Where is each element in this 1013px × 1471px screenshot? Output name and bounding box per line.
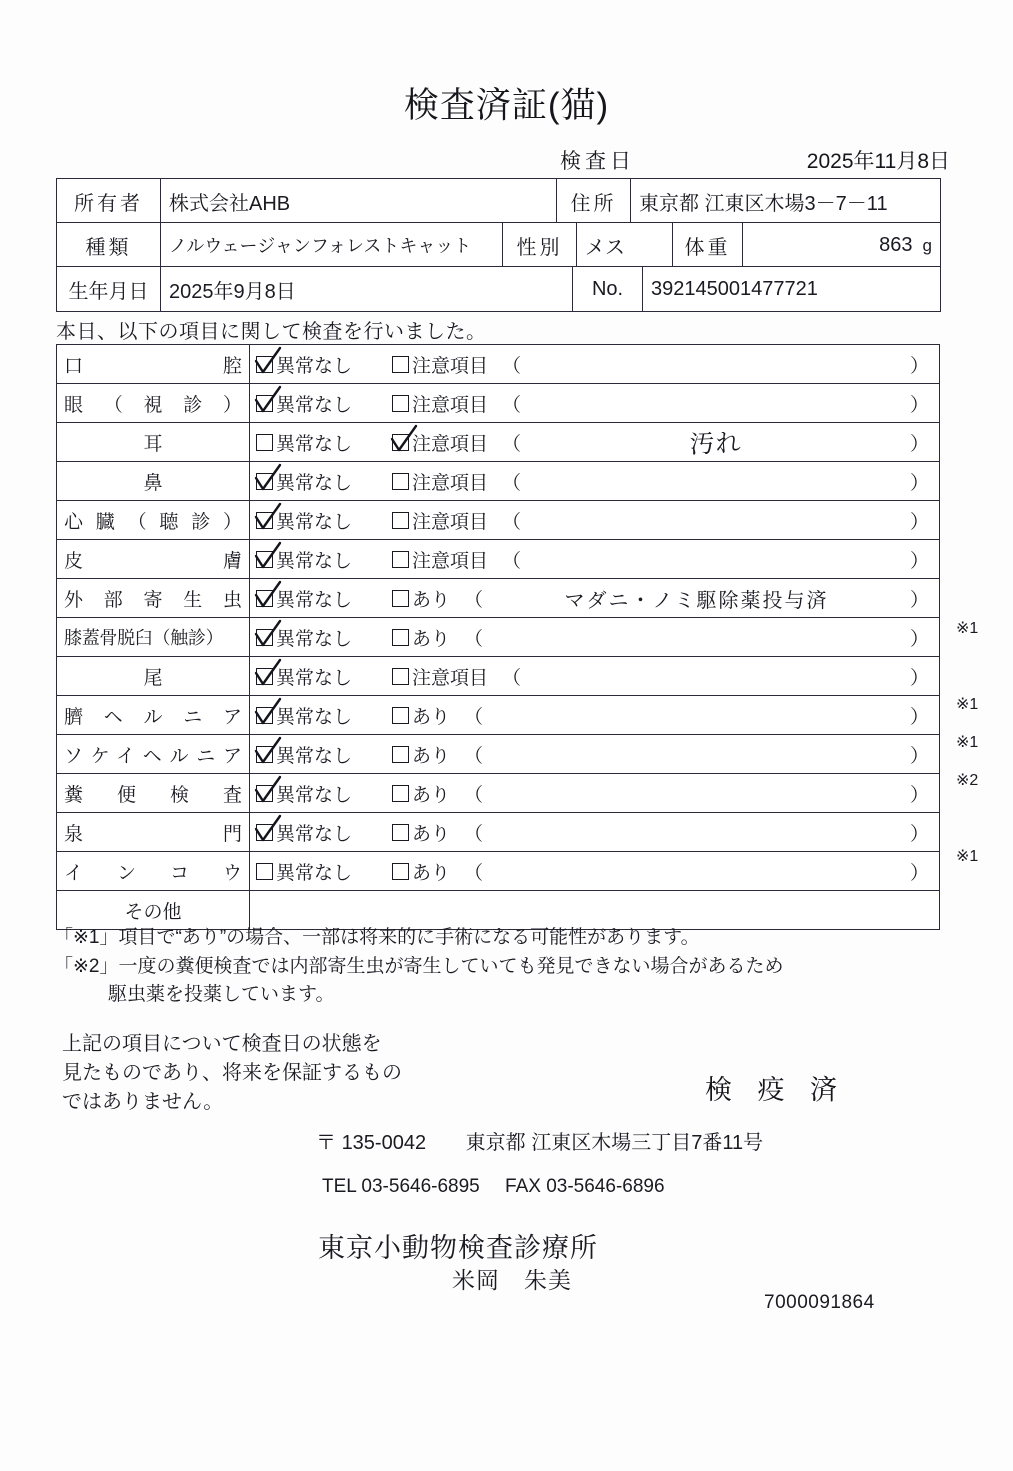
item-options: [250, 384, 940, 423]
sex-label: 性別: [503, 223, 577, 268]
paren-open: （: [464, 706, 484, 728]
postal-code: 135-0042: [341, 1132, 427, 1154]
checkbox-label: あり: [412, 862, 451, 884]
checkbox-option-secondary[interactable]: [392, 819, 450, 846]
checkbox-option-normal[interactable]: [256, 546, 392, 573]
breed-value: ノルウェージャンフォレストキャット: [161, 223, 503, 268]
checkbox-option-secondary[interactable]: [392, 507, 488, 534]
table-row: [57, 462, 940, 501]
paren-close: ）: [909, 472, 929, 494]
table-row: [57, 813, 940, 852]
checkbox-label: 異常なし: [276, 589, 353, 611]
checkbox-box[interactable]: [392, 746, 409, 763]
checkbox-option-normal[interactable]: [256, 390, 392, 417]
postal-mark: 〒: [316, 1132, 336, 1154]
weight-label: 体重: [673, 223, 743, 268]
checkbox-option-secondary[interactable]: [392, 390, 488, 417]
checkbox-box[interactable]: [256, 512, 273, 529]
item-label: 泉門: [57, 813, 250, 852]
paren-close: ）: [909, 745, 929, 767]
paren-open: （: [502, 355, 522, 377]
paren-open: （: [502, 511, 522, 533]
checkbox-box[interactable]: [392, 863, 409, 880]
checkbox-option-normal[interactable]: [256, 507, 392, 534]
item-options: [250, 657, 940, 696]
paren-close: ）: [909, 784, 929, 806]
item-label: 糞便検査: [57, 774, 250, 813]
item-note-field[interactable]: [488, 507, 939, 534]
checkbox-option-normal[interactable]: [256, 663, 392, 690]
checkbox-box[interactable]: [392, 434, 409, 451]
paren-close: ）: [909, 394, 929, 416]
paren-close: ）: [909, 550, 929, 572]
item-options: [250, 501, 940, 540]
identity-info-table: [56, 266, 941, 312]
item-note-field[interactable]: [450, 858, 939, 885]
paren-open: （: [464, 823, 484, 845]
checkbox-label: 注意項目: [412, 433, 489, 455]
disclaimer-line-1: 上記の項目について検査日の状態を: [62, 1033, 382, 1055]
sex-value: メス: [577, 223, 673, 268]
footnote-marker: ※1: [956, 848, 979, 865]
checkbox-box[interactable]: [256, 473, 273, 490]
checkbox-label: 異常なし: [276, 550, 353, 572]
item-options: [250, 774, 940, 813]
table-row: [57, 735, 940, 774]
paren-close: ）: [909, 706, 929, 728]
checkbox-label: 異常なし: [276, 745, 353, 767]
checkbox-option-secondary[interactable]: [392, 780, 450, 807]
checkbox-label: あり: [412, 745, 451, 767]
checkbox-option-secondary[interactable]: [392, 585, 450, 612]
checkbox-box[interactable]: [256, 395, 273, 412]
table-row: [57, 657, 940, 696]
page-title: 検査済証(猫): [403, 86, 610, 125]
table-row: [57, 618, 940, 657]
checkbox-label: 異常なし: [276, 394, 353, 416]
table-row: [57, 501, 940, 540]
checkbox-box[interactable]: [256, 629, 273, 646]
checkbox-box[interactable]: [392, 395, 409, 412]
item-note-field[interactable]: [488, 546, 939, 573]
checkbox-box[interactable]: [256, 434, 273, 451]
paren-open: （: [502, 550, 522, 572]
weight-value: 863: [879, 233, 913, 256]
paren-close: ）: [909, 667, 929, 689]
animal-info-table: [56, 222, 941, 268]
number-label: No.: [573, 267, 643, 312]
item-note-field[interactable]: [450, 780, 939, 807]
checkbox-box[interactable]: [392, 785, 409, 802]
checkbox-label: 異常なし: [276, 511, 353, 533]
checkbox-label: 注意項目: [412, 667, 489, 689]
item-label: その他: [57, 891, 250, 930]
checkbox-option-secondary[interactable]: [392, 468, 488, 495]
veterinarian-name: 米岡 朱美: [452, 1267, 572, 1293]
paren-open: （: [502, 394, 522, 416]
owner-info-table: [56, 178, 941, 224]
table-row: [57, 384, 940, 423]
weight-unit: g: [922, 235, 932, 255]
item-note-field[interactable]: [450, 624, 939, 651]
item-label: 臍ヘルニア: [57, 696, 250, 735]
item-label: 外部寄生虫: [57, 579, 250, 618]
address-label: 住所: [557, 179, 631, 224]
checkbox-label: 異常なし: [276, 862, 353, 884]
table-row-birthdate: [57, 267, 941, 312]
item-options: [250, 423, 940, 462]
table-row-owner: [57, 179, 941, 224]
checkbox-option-normal[interactable]: [256, 351, 392, 378]
clinic-fax-text: FAX 03-5646-6896: [505, 1176, 665, 1197]
checkbox-label: 注意項目: [412, 472, 489, 494]
checkbox-option-secondary[interactable]: [392, 429, 488, 456]
checkbox-label: 異常なし: [276, 355, 353, 377]
checkbox-option-secondary[interactable]: [392, 702, 450, 729]
item-options: [250, 735, 940, 774]
checkbox-option-secondary[interactable]: [392, 351, 488, 378]
item-label: 耳: [57, 423, 250, 462]
item-note-field[interactable]: [488, 390, 939, 417]
paren-open: （: [464, 628, 484, 650]
checkbox-option-normal[interactable]: [256, 780, 392, 807]
checkbox-option-normal[interactable]: [256, 429, 392, 456]
paren-open: （: [464, 784, 484, 806]
footnote-marker: ※1: [956, 696, 979, 713]
item-label: 尾: [57, 657, 250, 696]
table-row: [57, 774, 940, 813]
item-label: 膝蓋骨脱臼（触診）: [57, 618, 250, 657]
quarantine-stamp: 検 疫 済: [705, 1075, 847, 1105]
item-label: 口腔: [57, 345, 250, 384]
breed-label: 種類: [57, 223, 161, 268]
checkbox-box[interactable]: [256, 824, 273, 841]
clinic-name: 東京小動物検査診療所: [318, 1233, 598, 1263]
checkbox-option-normal[interactable]: [256, 585, 392, 612]
item-note-field[interactable]: [450, 819, 939, 846]
footnote-3: 駆虫薬を投薬しています。: [108, 984, 335, 1005]
item-note-field[interactable]: [450, 741, 939, 768]
checkbox-label: あり: [412, 784, 451, 806]
item-options: [250, 852, 940, 891]
paren-close: ）: [909, 511, 929, 533]
item-note-field[interactable]: [450, 584, 939, 613]
checkbox-box[interactable]: [256, 356, 273, 373]
checkbox-label: 注意項目: [412, 550, 489, 572]
checkbox-label: 異常なし: [276, 628, 353, 650]
footnote-2: 「※2」一度の糞便検査では内部寄生虫が寄生していても発見できない場合があるため: [54, 955, 784, 977]
disclaimer-line-2: 見たものであり、将来を保証するもの: [62, 1062, 402, 1084]
checkbox-option-normal[interactable]: [256, 624, 392, 651]
checkbox-label: あり: [412, 589, 451, 611]
checkbox-box[interactable]: [256, 668, 273, 685]
item-note-text: マダニ・ノミ駆除薬投与済: [564, 589, 829, 612]
table-row: [57, 696, 940, 735]
item-label: 眼（視診）: [57, 384, 250, 423]
checkbox-option-secondary[interactable]: [392, 624, 450, 651]
paren-open: （: [464, 745, 484, 767]
inspection-date-value: 2025年11月8日: [806, 150, 950, 173]
item-note-text: 汚れ: [689, 428, 743, 459]
paren-close: ）: [909, 862, 929, 884]
checkbox-box[interactable]: [392, 512, 409, 529]
table-row: [57, 423, 940, 462]
checkbox-label: 異常なし: [276, 472, 353, 494]
checkbox-box[interactable]: [256, 785, 273, 802]
item-note-field[interactable]: [488, 424, 939, 460]
checkbox-option-secondary[interactable]: [392, 663, 488, 690]
reference-number: 7000091864: [764, 1292, 875, 1313]
birthdate-label: 生年月日: [57, 267, 161, 312]
table-row: [57, 579, 940, 618]
clinic-address: [316, 1126, 763, 1155]
checkbox-option-normal[interactable]: [256, 741, 392, 768]
paren-open: （: [464, 589, 484, 611]
paren-open: （: [502, 667, 522, 689]
table-row-breed: [57, 223, 941, 268]
item-options: [250, 579, 940, 618]
paren-open: （: [502, 472, 522, 494]
checkbox-label: 異常なし: [276, 706, 353, 728]
checkbox-option-normal[interactable]: [256, 702, 392, 729]
item-label: インコウ: [57, 852, 250, 891]
checkbox-box[interactable]: [256, 746, 273, 763]
checkbox-box[interactable]: [392, 551, 409, 568]
disclaimer: [62, 1030, 402, 1117]
paren-open: （: [502, 433, 522, 455]
checkbox-option-secondary[interactable]: [392, 546, 488, 573]
checkbox-option-normal[interactable]: [256, 819, 392, 846]
footnote-1: 「※1」項目で“あり”の場合、一部は将来的に手術になる可能性があります。: [54, 927, 700, 948]
item-label: 皮膚: [57, 540, 250, 579]
checkbox-label: 注意項目: [412, 394, 489, 416]
clinic-tel-text: TEL 03-5646-6895: [322, 1176, 480, 1197]
checkbox-label: 注意項目: [412, 511, 489, 533]
disclaimer-line-3: ではありません。: [62, 1091, 224, 1113]
checkbox-label: 注意項目: [412, 355, 489, 377]
item-label: 心臓（聴診）: [57, 501, 250, 540]
checkbox-box[interactable]: [392, 590, 409, 607]
item-note-field[interactable]: [488, 663, 939, 690]
clinic-contact: [322, 1176, 665, 1198]
checkbox-label: 異常なし: [276, 784, 353, 806]
item-options: [250, 345, 940, 384]
paren-close: ）: [909, 589, 929, 611]
checkbox-label: 異常なし: [276, 823, 353, 845]
item-options: [250, 540, 940, 579]
checkbox-label: あり: [412, 628, 451, 650]
paren-open: （: [464, 862, 484, 884]
number-value: 392145001477721: [643, 267, 941, 312]
checkbox-box[interactable]: [256, 551, 273, 568]
lead-sentence: 本日、以下の項目に関して検査を行いました。: [56, 321, 487, 343]
owner-label: 所有者: [57, 179, 161, 224]
item-note-field[interactable]: [450, 702, 939, 729]
owner-value: 株式会社AHB: [161, 179, 557, 224]
item-options: [250, 462, 940, 501]
paren-close: ）: [909, 823, 929, 845]
item-options: [250, 696, 940, 735]
checkbox-option-normal[interactable]: [256, 468, 392, 495]
checkbox-box[interactable]: [392, 668, 409, 685]
checkbox-box[interactable]: [392, 473, 409, 490]
table-row: [57, 345, 940, 384]
table-row: [57, 852, 940, 891]
checkbox-box[interactable]: [392, 356, 409, 373]
inspection-date-label: 検査日: [560, 150, 635, 173]
footnote-marker: ※1: [956, 620, 979, 637]
checkbox-label: あり: [412, 823, 451, 845]
checkbox-option-secondary[interactable]: [392, 858, 450, 885]
address-value: 東京都 江東区木場3－7－11: [631, 179, 941, 224]
paren-close: ）: [909, 355, 929, 377]
footnotes: [54, 924, 784, 1010]
checkbox-label: 異常なし: [276, 667, 353, 689]
checkbox-box[interactable]: [392, 629, 409, 646]
paren-close: ）: [909, 628, 929, 650]
item-label: ソケイヘルニア: [57, 735, 250, 774]
checkbox-option-secondary[interactable]: [392, 741, 450, 768]
birthdate-value: 2025年9月8日: [161, 267, 573, 312]
paren-close: ）: [909, 433, 929, 455]
footnote-marker: ※2: [956, 772, 979, 789]
checkbox-label: 異常なし: [276, 433, 353, 455]
item-note-field[interactable]: [488, 468, 939, 495]
checkbox-option-normal[interactable]: [256, 858, 392, 885]
clinic-address-text: 東京都 江東区木場三丁目7番11号: [465, 1132, 764, 1154]
inspection-date: [560, 145, 950, 175]
inspection-items-table: [56, 344, 940, 930]
checkbox-box[interactable]: [256, 863, 273, 880]
footnote-marker: ※1: [956, 734, 979, 751]
item-options: [250, 618, 940, 657]
checkbox-box[interactable]: [256, 707, 273, 724]
item-options: [250, 813, 940, 852]
checkbox-label: あり: [412, 706, 451, 728]
weight-value-cell: [743, 223, 941, 268]
item-label: 鼻: [57, 462, 250, 501]
checkbox-box[interactable]: [392, 824, 409, 841]
table-row: [57, 540, 940, 579]
checkbox-box[interactable]: [256, 590, 273, 607]
inspection-items-wrap: [56, 344, 979, 930]
item-note-field[interactable]: [488, 351, 939, 378]
checkbox-box[interactable]: [392, 707, 409, 724]
